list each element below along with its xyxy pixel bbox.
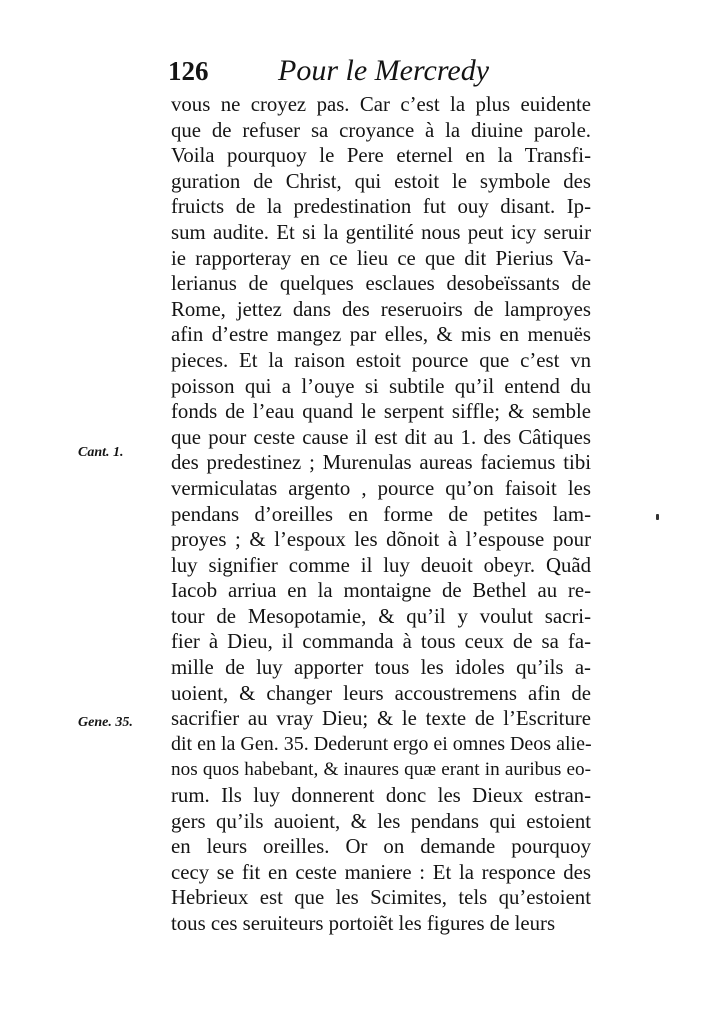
text-line: vous ne croyez pas. Car c’est la plus euidente	[171, 93, 591, 116]
text-line: nos quos habebant, & inaures quæ erant in auribus eo-	[171, 759, 591, 781]
margin-note-genesis: Gene. 35.	[78, 715, 133, 730]
text-line: que de refuser sa croyance à la diuine parole.	[171, 118, 591, 142]
text-line: luy signifier comme il luy deuoit obeyr. Quãd	[171, 553, 591, 577]
text-line: Rome, jettez dans des reseruoirs de lamproyes	[171, 297, 591, 321]
text-line: poisson qui a l’ouye si subtile qu’il entend du	[171, 374, 591, 398]
text-line: tous ces seruiteurs portoiẽt les figures de leurs	[171, 912, 556, 935]
margin-note-canticles: Cant. 1.	[78, 445, 124, 460]
text-line: Hebrieux est que les Scimites, tels qu’estoient	[171, 886, 591, 910]
text-line: proyes ; & l’espoux les dõnoit à l’espouse pour	[171, 528, 591, 552]
page-number: 126	[168, 56, 209, 86]
body-text	[171, 92, 591, 937]
text-line: afin d’estre mangez par elles, & mis en menuës	[171, 323, 591, 347]
text-line: tour de Mesopotamie, & qu’il y voulut sacri-	[171, 604, 591, 628]
text-line: fruicts de la predestination fut ouy disant. Ip-	[171, 195, 591, 219]
text-line: sum audite. Et si la gentilité nous peut icy seruir	[171, 220, 591, 244]
text-line: vermiculatas argento , pource qu’on faisoit les	[171, 476, 591, 500]
page-header	[168, 52, 598, 92]
text-line: cecy se fit en ceste maniere : Et la responce des	[171, 860, 591, 884]
text-line: pieces. Et la raison estoit pource que c’est vn	[171, 348, 591, 372]
text-line: lerianus de quelques esclaues desobeïssants de	[171, 272, 591, 296]
text-line: sacrifier au vray Dieu; & le texte de l’Escriture	[171, 707, 591, 731]
running-title: Pour le Mercredy	[278, 54, 490, 87]
text-line: rum. Ils luy donnerent donc les Dieux estran-	[171, 784, 591, 808]
text-line: fier à Dieu, il commanda à tous ceux de sa fa-	[171, 630, 591, 654]
text-line: mille de luy apporter tous les idoles qu’ils a-	[171, 656, 591, 680]
ink-speck	[656, 514, 659, 520]
text-line: en leurs oreilles. Or on demande pourquoy	[171, 835, 591, 859]
text-line: guration de Christ, qui estoit le symbole des	[171, 169, 591, 193]
text-line: des predestinez ; Murenulas aureas faciemus tibi	[171, 451, 591, 475]
text-line: pendans d’oreilles en forme de petites lam-	[171, 502, 591, 526]
text-line: Voila pourquoy le Pere eternel en la Transfi-	[171, 144, 591, 168]
text-line: uoient, & changer leurs accoustremens afin de	[171, 681, 591, 705]
text-line: dit en la Gen. 35. Dederunt ergo ei omnes Deos alie-	[171, 732, 592, 755]
text-line: que pour ceste cause il est dit au 1. des Câtiques	[171, 425, 591, 449]
text-line: ie rapporteray en ce lieu ce que dit Pierius Va-	[171, 246, 591, 270]
text-line: gers qu’ils auoient, & les pendans qui estoient	[171, 809, 591, 833]
text-line: fonds de l’eau quand le serpent siffle; & semble	[171, 400, 591, 424]
text-line: Iacob arriua en la montaigne de Bethel au re-	[171, 579, 591, 603]
